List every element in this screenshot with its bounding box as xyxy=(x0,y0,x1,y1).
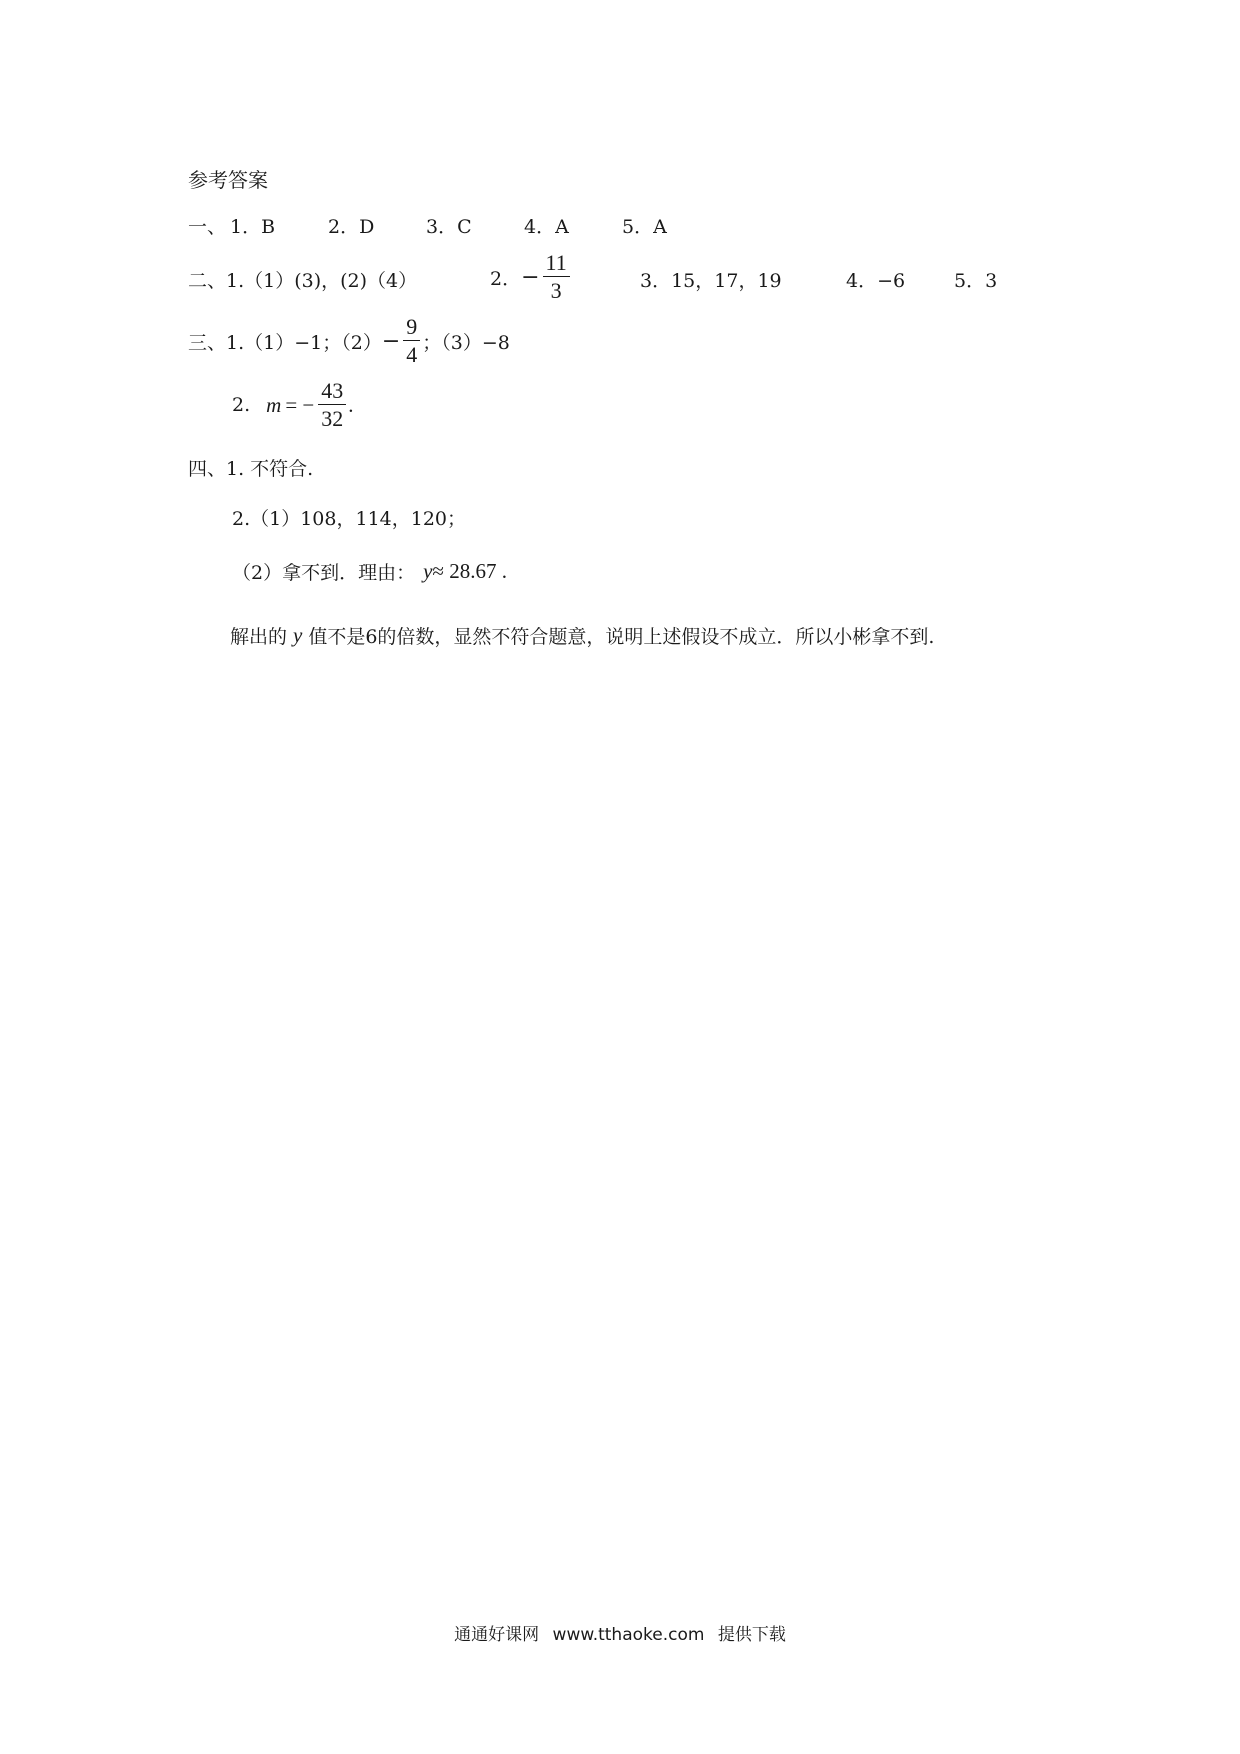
s2-answer-1: 1.（1）(3)，(2)（4） xyxy=(226,270,418,292)
s3-answer-2 xyxy=(232,380,354,430)
s1-answer-3: 3．C xyxy=(426,216,472,238)
section-3-label: 三、 xyxy=(188,331,227,354)
s2-answer-4: 4．−6 xyxy=(846,270,906,292)
s3-answer-1a: 1.（1）−1；（2） xyxy=(226,331,382,354)
s3-answer-1b: ；（3）−8 xyxy=(422,331,510,354)
s2-answer-2-prefix: 2． xyxy=(490,267,522,290)
s3-answer-1-sign: − xyxy=(381,328,401,354)
fraction-9-4 xyxy=(403,316,420,366)
s4-answer-2a-text: 2.（1）108，114，120； xyxy=(232,508,467,530)
explanation-start: 解出的 xyxy=(230,626,288,648)
footer-suffix: 提供下载 xyxy=(717,1625,786,1645)
fraction-denominator: 32 xyxy=(321,406,344,431)
footer-site-name: 通通好课网 xyxy=(454,1625,540,1645)
s4-answer-2a xyxy=(232,504,466,531)
s2-answer-3: 3．15，17，19 xyxy=(640,270,782,292)
page-footer xyxy=(0,1620,1240,1645)
s1-answer-1: 1．B xyxy=(230,216,276,238)
explanation-variable-y: y xyxy=(293,623,303,647)
s4-answer-2b xyxy=(232,558,507,585)
s1-answer-2: 2．D xyxy=(328,216,375,238)
s2-answer-5: 5．3 xyxy=(954,270,998,292)
s2-answer-2-sign: − xyxy=(521,264,540,290)
section-1 xyxy=(188,212,226,239)
page-title: 参考答案 xyxy=(188,168,268,192)
s3-answer-2-prefix: 2. xyxy=(232,394,251,416)
fraction-denominator: 3 xyxy=(550,278,562,303)
s1-answer-5: 5．A xyxy=(622,216,667,238)
section-4-label: 四、 xyxy=(188,458,227,480)
equals-minus: = − xyxy=(285,392,315,417)
section-4 xyxy=(188,454,313,481)
explanation-paragraph xyxy=(230,622,934,649)
fraction-numerator: 9 xyxy=(403,316,420,341)
s2-answer-2 xyxy=(490,252,572,302)
period: . xyxy=(348,392,354,417)
s4-answer-2b-text: （2）拿不到．理由： xyxy=(232,562,416,584)
s4-answer-1: 1. 不符合. xyxy=(226,458,314,480)
s1-answer-4: 4．A xyxy=(524,216,569,238)
section-2-label: 二、 xyxy=(188,270,227,292)
approx-value: ≈ 28.67 . xyxy=(432,559,507,583)
variable-m: m xyxy=(266,392,282,417)
fraction-denominator: 4 xyxy=(406,342,418,367)
section-1-label: 一、 xyxy=(188,216,227,238)
explanation-rest: 值不是6的倍数，显然不符合题意，说明上述假设不成立．所以小彬拿不到. xyxy=(308,626,935,648)
fraction-numerator: 43 xyxy=(318,380,346,405)
fraction-numerator: 11 xyxy=(543,252,570,277)
fraction-11-3 xyxy=(543,252,570,302)
section-3 xyxy=(188,316,510,366)
variable-y: y xyxy=(423,559,433,583)
footer-url[interactable]: www.tthaoke.com xyxy=(552,1625,705,1645)
section-2 xyxy=(188,266,417,293)
fraction-43-32 xyxy=(318,380,346,430)
